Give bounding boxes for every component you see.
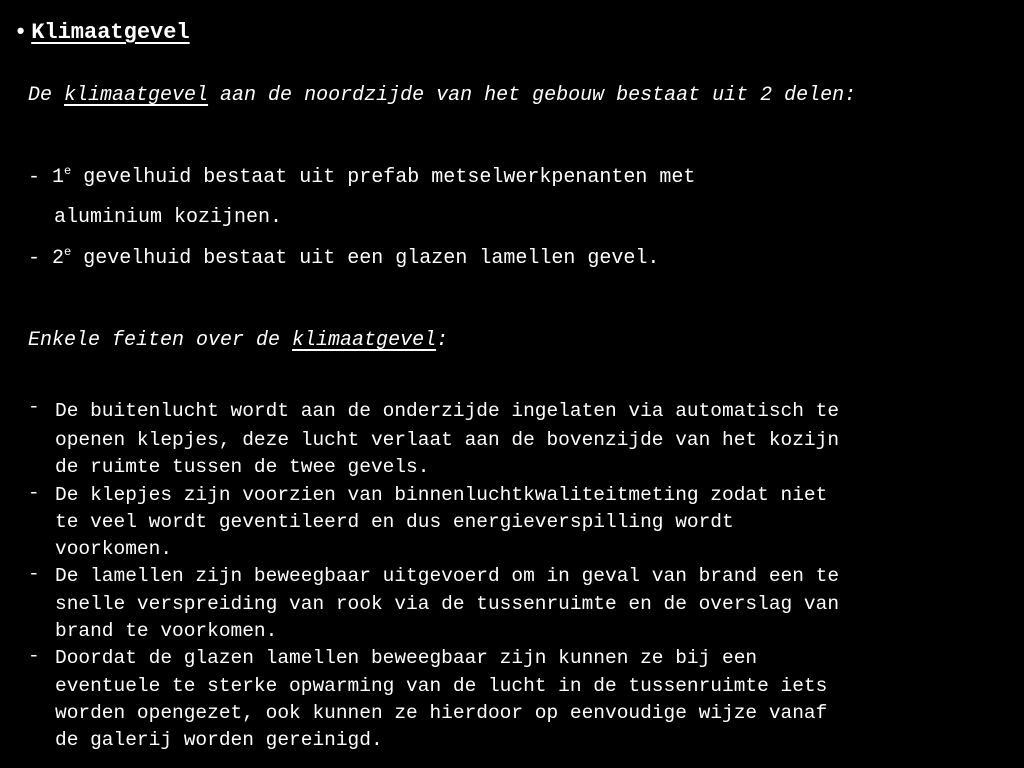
- layer-item-1-continuation: aluminium kozijnen.: [54, 206, 283, 229]
- layer-item-1: [28, 166, 695, 189]
- fact-item: [28, 563, 1008, 645]
- fact-line: te veel wordt geventileerd en dus energieverspilling wordt: [55, 510, 734, 533]
- fact-line: brand te voorkomen.: [55, 620, 278, 643]
- facts-heading-before: Enkele feiten over de: [28, 329, 293, 352]
- layer-superscript: e: [64, 245, 72, 259]
- fact-line: Doordat de glazen lamellen beweegbaar zijn kunnen ze bij een: [55, 647, 758, 670]
- intro-term: klimaatgevel: [64, 84, 209, 107]
- intro-before: De: [28, 84, 65, 107]
- layer-dash: -: [28, 166, 41, 189]
- fact-dash: -: [28, 396, 40, 418]
- intro-line: [28, 84, 856, 107]
- title-text: Klimaatgevel: [31, 20, 190, 45]
- layer-text: gevelhuid bestaat uit prefab metselwerkpenanten met: [71, 166, 696, 189]
- intro-after: aan de noordzijde van het gebouw bestaat uit 2 delen:: [208, 84, 857, 107]
- slide-title: [14, 20, 190, 45]
- fact-item: [28, 396, 1008, 482]
- layer-number: 2: [52, 247, 65, 270]
- fact-dash: -: [28, 645, 40, 668]
- fact-line: voorkomen.: [55, 538, 173, 561]
- fact-line: eventuele te sterke opwarming van de lucht in de tussenruimte iets: [55, 674, 828, 697]
- layer-text: gevelhuid bestaat uit een glazen lamellen gevel.: [71, 247, 660, 270]
- fact-line: de galerij worden gereinigd.: [55, 729, 383, 752]
- fact-line: worden opengezet, ook kunnen ze hierdoor op eenvoudige wijze vanaf: [55, 701, 828, 724]
- facts-list: [28, 396, 1008, 755]
- layer-item-2: [28, 247, 659, 270]
- fact-line: openen klepjes, deze lucht verlaat aan de bovenzijde van het kozijn: [55, 429, 840, 451]
- fact-line: De lamellen zijn beweegbaar uitgevoerd om in geval van brand een te: [55, 565, 840, 588]
- fact-line: De buitenlucht wordt aan de onderzijde ingelaten via automatisch te: [55, 400, 840, 422]
- fact-dash: -: [28, 481, 40, 504]
- facts-heading: [28, 329, 448, 352]
- facts-heading-term: klimaatgevel: [292, 329, 437, 352]
- layer-number: 1: [52, 166, 65, 189]
- facts-heading-after: :: [436, 329, 449, 352]
- fact-item: [28, 645, 1008, 754]
- layer-dash: -: [28, 247, 41, 270]
- bullet-icon: •: [14, 20, 28, 45]
- layer-superscript: e: [64, 164, 72, 178]
- fact-line: De klepjes zijn voorzien van binnenluchtkwaliteitmeting zodat niet: [55, 483, 828, 506]
- fact-dash: -: [28, 563, 40, 586]
- fact-line: de ruimte tussen de twee gevels.: [55, 456, 430, 479]
- fact-line: snelle verspreiding van rook via de tussenruimte en de overslag van: [55, 592, 840, 615]
- fact-item: [28, 482, 1008, 564]
